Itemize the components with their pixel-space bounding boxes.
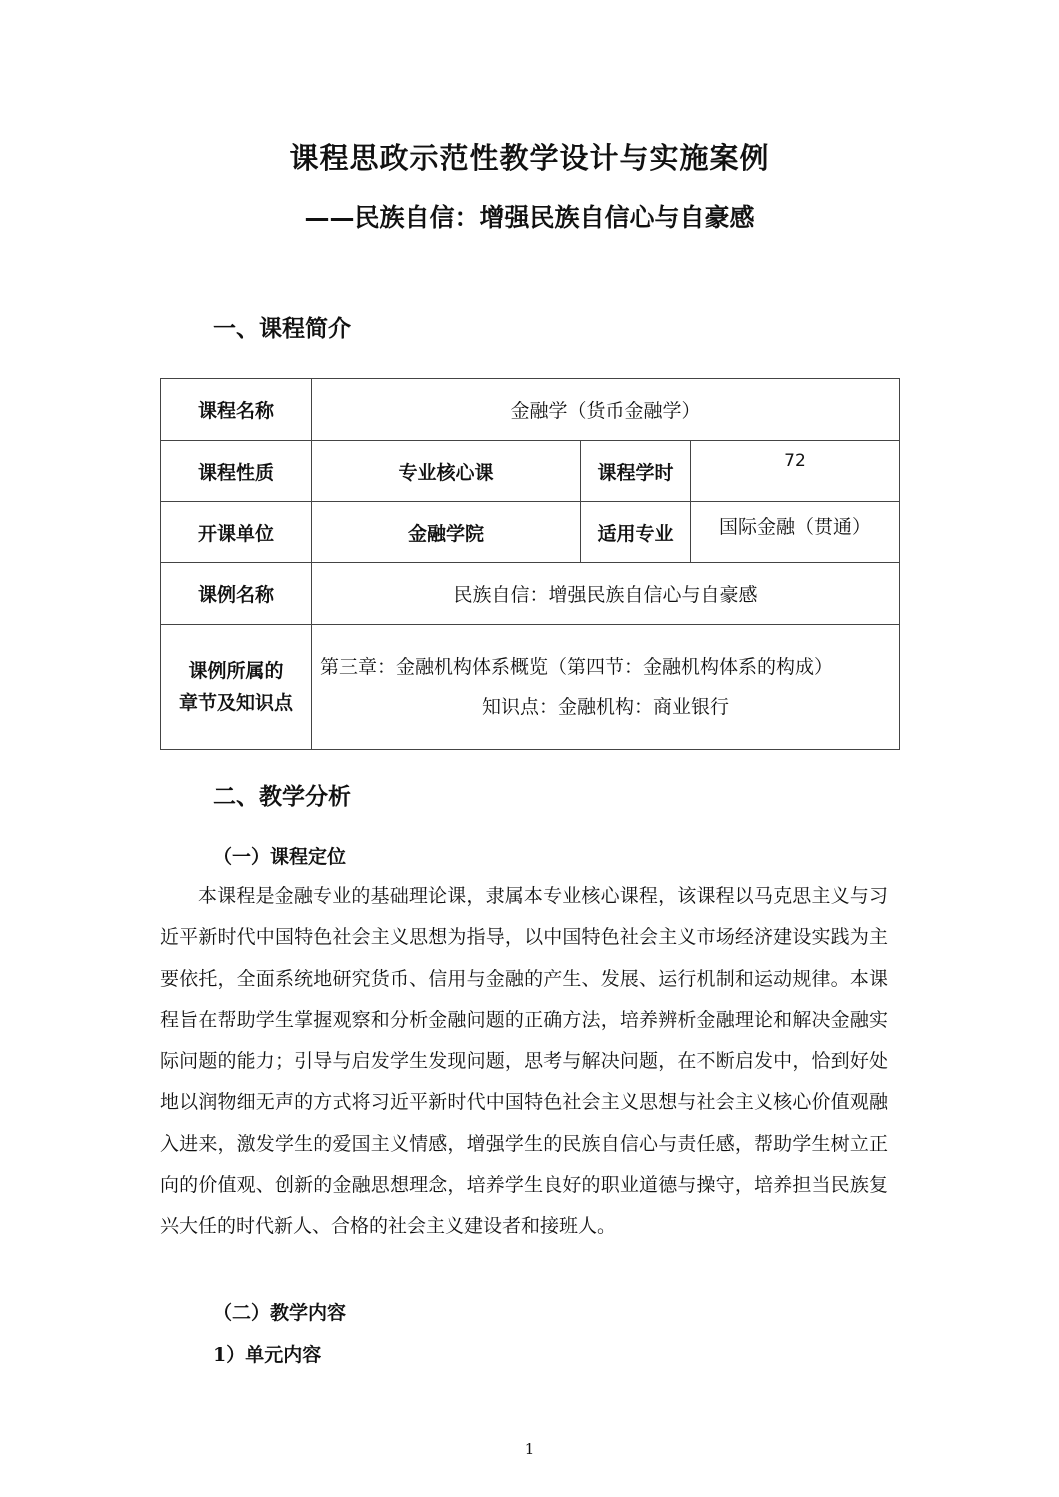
course-nature-value: 专业核心课 <box>312 441 581 502</box>
applicable-major-value: 国际金融（贯通） <box>691 502 900 563</box>
course-nature-label: 课程性质 <box>161 441 312 502</box>
course-positioning-paragraph: 本课程是金融专业的基础理论课，隶属本专业核心课程，该课程以马克思主义与习近平新时代中国特色社会主义思想为指导，以中国特色社会主义市场经济建设实践为主要依托，全面系统地研究货币、信用与金融的产生、发展、运行机制和运动规律。本课程旨在帮助学生掌握观察和分析金融问题的正确方法，培养辨析金融理论和解决金融实际问题的能力；引导与启发学生发现问题，思考与解决问题，在不断启发中，恰到好处地以润物细无声的方式将习近平新时代中国特色社会主义思想与社会主义核心价值观融入进来，激发学生的爱国主义情感，增强学生的民族自信心与责任感，帮助学生树立正向的价值观、创新的金融思想理念，培养学生良好的职业道德与操守，培养担当民族复兴大任的时代新人、合格的社会主义建设者和接班人。 <box>160 885 888 1238</box>
section-heading-teaching-analysis: 二、教学分析 <box>213 783 351 810</box>
subheading-unit-content: 1）单元内容 <box>213 1344 322 1366</box>
document-title: 课程思政示范性教学设计与实施案例 <box>289 141 770 175</box>
applicable-major-label: 适用专业 <box>581 502 691 563</box>
offering-unit-label: 开课单位 <box>161 502 312 563</box>
chapter-label-line1: 课例所属的 <box>188 660 284 682</box>
course-name-label: 课程名称 <box>161 379 312 441</box>
course-hours-value: 72 <box>691 441 900 502</box>
page-number: 1 <box>524 1440 535 1458</box>
chapter-label <box>161 625 312 750</box>
table-row <box>161 502 900 563</box>
subheading-teaching-content: （二）教学内容 <box>213 1302 347 1324</box>
subheading-course-positioning: （一）课程定位 <box>213 846 347 868</box>
table-row <box>161 441 900 502</box>
table-row <box>161 625 900 750</box>
chapter-value-line1: 第三章：金融机构体系概览（第四节：金融机构体系的构成） <box>320 656 834 678</box>
document-subtitle: ——民族自信：增强民族自信心与自豪感 <box>304 203 755 232</box>
case-name-label: 课例名称 <box>161 563 312 625</box>
table-row <box>161 563 900 625</box>
section-heading-course-intro: 一、课程简介 <box>213 315 351 342</box>
table-row <box>161 379 900 441</box>
course-name-value: 金融学（货币金融学） <box>312 379 900 441</box>
chapter-value-line2: 知识点：金融机构：商业银行 <box>481 696 729 718</box>
chapter-value <box>312 625 900 750</box>
chapter-label-line2: 章节及知识点 <box>178 692 293 714</box>
case-name-value: 民族自信：增强民族自信心与自豪感 <box>312 563 900 625</box>
offering-unit-value: 金融学院 <box>312 502 581 563</box>
course-info-table <box>160 378 900 750</box>
course-hours-label: 课程学时 <box>581 441 691 502</box>
